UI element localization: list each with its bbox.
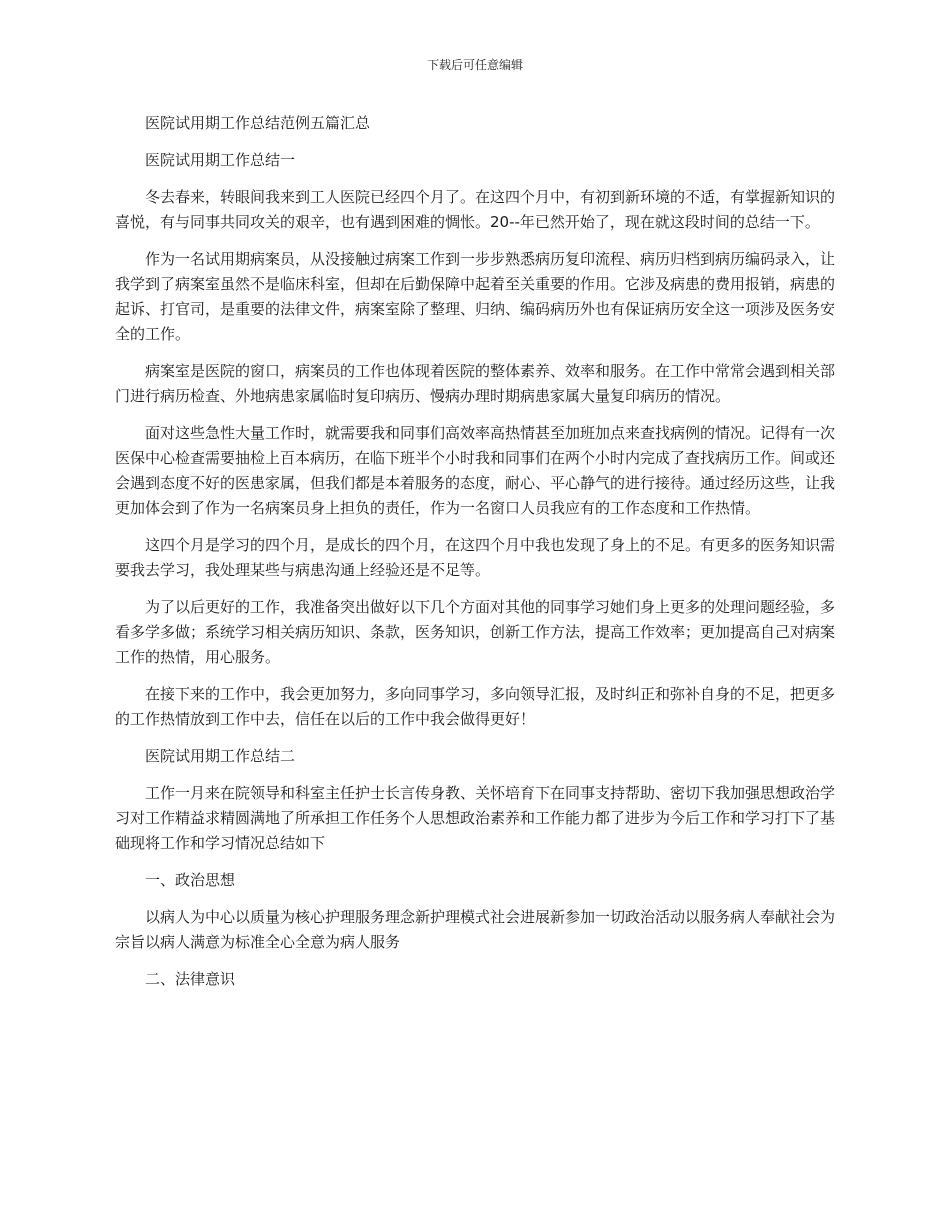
paragraph: 为了以后更好的工作，我准备突出做好以下几个方面对其他的同事学习她们身上更多的处理问题经验，多看多学多做；系统学习相关病历知识、条款，医务知识，创新工作方法，提高工作效率；更加提高自己对病案工作的热情，用心服务。 (115, 598, 836, 666)
paragraph: 工作一月来在院领导和科室主任护士长言传身教、关怀培育下在同事支持帮助、密切下我加强思想政治学习对工作精益求精圆满地了所承担工作任务个人思想政治素养和工作能力都了进步为今后工作和学习打下了基础现将工作和学习情况总结如下 (115, 784, 836, 852)
document-title: 医院试用期工作总结范例五篇汇总 (145, 114, 371, 132)
paragraph: 这四个月是学习的四个月，是成长的四个月，在这四个月中我也发现了身上的不足。有更多的医务知识需要我去学习，我处理某些与病患沟通上经验还是不足等。 (115, 536, 836, 579)
paragraph: 面对这些急性大量工作时，就需要我和同事们高效率高热情甚至加班加点来查找病例的情况。记得有一次医保中心检查需要抽检上百本病历，在临下班半个小时我和同事们在两个小时内完成了查找病历工作。间或还会遇到态度不好的医患家属，但我们都是本着服务的态度，耐心、平心静气的进行接待。通过经历这些，让我更加体会到了作为一名病案员身上担负的责任，作为一名窗口人员我应有的工作态度和工作热情。 (115, 424, 836, 517)
paragraph: 病案室是医院的窗口，病案员的工作也体现着医院的整体素养、效率和服务。在工作中常常会遇到相关部门进行病历检查、外地病患家属临时复印病历、慢病办理时期病患家属大量复印病历的情况。 (115, 362, 836, 405)
paragraph: 冬去春来，转眼间我来到工人医院已经四个月了。在这四个月中，有初到新环境的不适，有掌握新知识的喜悦，有与同事共同攻关的艰辛，也有遇到困难的惆怅。20--年已然开始了，现在就这段时间的总结一下。 (115, 188, 836, 231)
page-header-note: 下载后可任意编辑 (426, 58, 523, 72)
section-title-1: 医院试用期工作总结一 (145, 151, 296, 169)
paragraph: 以病人为中心以质量为核心护理服务理念新护理模式社会进展新参加一切政治活动以服务病人奉献社会为宗旨以病人满意为标准全心全意为病人服务 (115, 908, 836, 951)
document-body (115, 111, 835, 1004)
paragraph: 在接下来的工作中，我会更加努力，多向同事学习，多向领导汇报，及时纠正和弥补自身的不足，把更多的工作热情放到工作中去，信任在以后的工作中我会做得更好！ (115, 685, 836, 728)
section-title-2: 医院试用期工作总结二 (145, 747, 296, 765)
subsection-title-1: 一、政治思想 (145, 871, 236, 889)
paragraph: 作为一名试用期病案员，从没接触过病案工作到一步步熟悉病历复印流程、病历归档到病历编码录入，让我学到了病案室虽然不是临床科室，但却在后勤保障中起着至关重要的作用。它涉及病患的费用报销，病患的起诉、打官司，是重要的法律文件，病案室除了整理、归纳、编码病历外也有保证病历安全这一项涉及医务安全的工作。 (115, 250, 836, 343)
subsection-title-2: 二、法律意识 (145, 970, 236, 988)
